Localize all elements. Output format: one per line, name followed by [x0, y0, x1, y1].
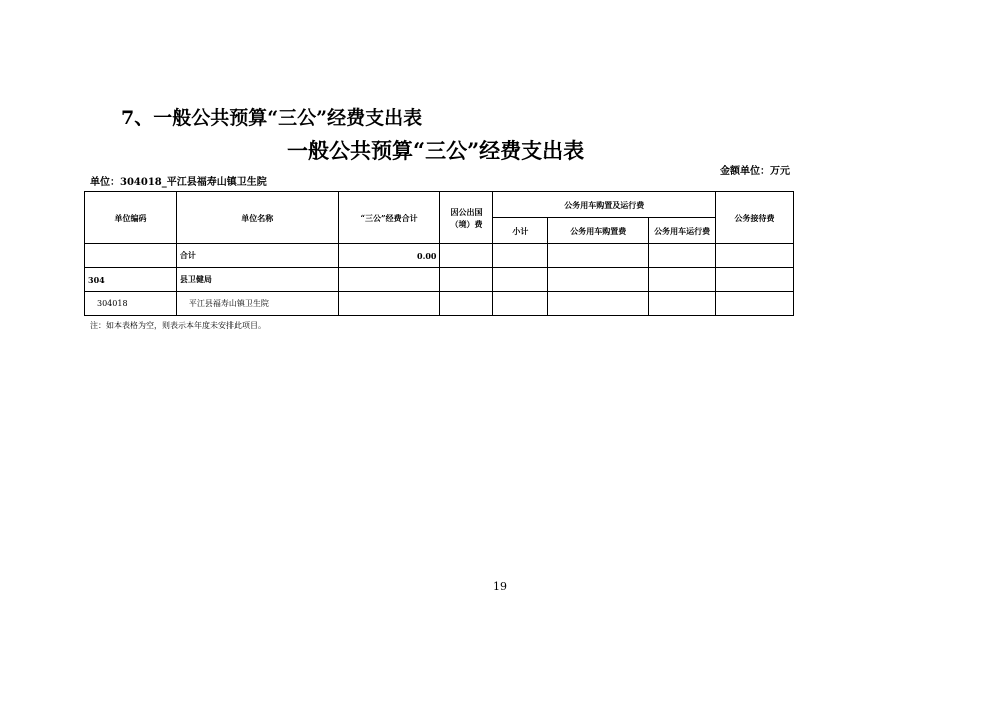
cell-code — [85, 244, 177, 268]
cell-subtotal — [493, 268, 548, 292]
header-name: 单位名称 — [176, 192, 338, 244]
cell-abroad — [440, 268, 493, 292]
cell-code: 304018 — [85, 292, 177, 316]
cell-total: 0.00 — [338, 244, 440, 268]
cell-abroad — [440, 292, 493, 316]
unit-line: 单位：304018_平江县福寿山镇卫生院 — [90, 177, 267, 188]
cell-vehicle-purchase — [548, 244, 649, 268]
header-total: “三公”经费合计 — [338, 192, 440, 244]
header-vehicle-group: 公务用车购置及运行费 — [493, 192, 716, 218]
cell-reception — [716, 292, 794, 316]
table-row — [85, 268, 794, 292]
header-reception: 公务接待费 — [716, 192, 794, 244]
cell-total — [338, 292, 440, 316]
cell-total — [338, 268, 440, 292]
cell-name: 县卫健局 — [176, 268, 338, 292]
cell-vehicle-purchase — [548, 292, 649, 316]
header-code: 单位编码 — [85, 192, 177, 244]
table-note: 注：如本表格为空，则表示本年度未安排此项目。 — [90, 321, 266, 330]
cell-subtotal — [493, 292, 548, 316]
amount-unit: 金额单位：万元 — [720, 166, 790, 177]
expense-table — [84, 191, 794, 316]
cell-name: 合计 — [176, 244, 338, 268]
cell-abroad — [440, 244, 493, 268]
cell-code: 304 — [85, 268, 177, 292]
table-row — [85, 292, 794, 316]
header-subtotal: 小计 — [493, 218, 548, 244]
cell-reception — [716, 268, 794, 292]
page-number: 19 — [493, 580, 507, 593]
cell-vehicle-operation — [649, 244, 716, 268]
cell-vehicle-operation — [649, 268, 716, 292]
header-vehicle-operation: 公务用车运行费 — [649, 218, 716, 244]
table-row — [85, 244, 794, 268]
table-title: 一般公共预算“三公”经费支出表 — [287, 138, 585, 163]
section-heading: 7、一般公共预算“三公”经费支出表 — [121, 107, 423, 129]
cell-reception — [716, 244, 794, 268]
header-vehicle-purchase: 公务用车购置费 — [548, 218, 649, 244]
cell-name: 平江县福寿山镇卫生院 — [176, 292, 338, 316]
cell-subtotal — [493, 244, 548, 268]
cell-vehicle-purchase — [548, 268, 649, 292]
cell-vehicle-operation — [649, 292, 716, 316]
header-abroad: 因公出国（境）费 — [440, 192, 493, 244]
